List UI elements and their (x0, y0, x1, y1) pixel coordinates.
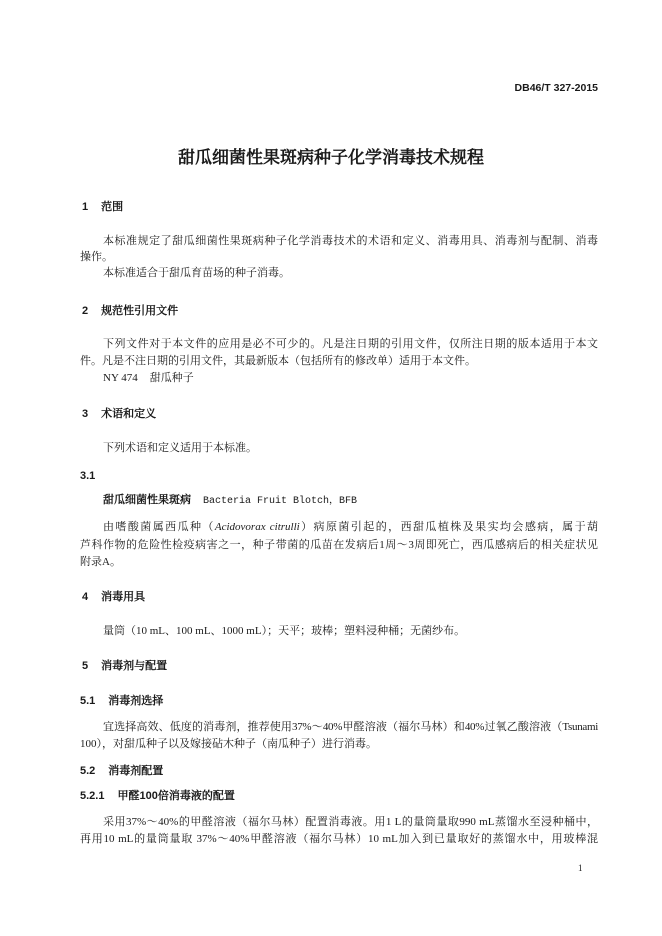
section-5-heading (80, 658, 598, 674)
scope-paragraph-1-line-1: 本标准规定了甜瓜细菌性果斑病种子化学消毒技术的术语和定义、消毒用具、消毒剂与配制、消毒 (103, 235, 598, 247)
document-code: DB46/T 327-2015 (514, 82, 598, 94)
section-title: 甲醛100倍消毒液的配置 (117, 790, 235, 802)
terms-intro-paragraph: 下列术语和定义适用于本标准。 (103, 442, 257, 454)
disinfectant-selection-line-1: 宜选择高效、低度的消毒剂，推荐使用37%～40%甲醛溶液（福尔马林）和40%过氧乙酸溶液（Tsunami (103, 721, 598, 733)
section-title: 消毒用具 (101, 591, 146, 603)
section-number: 5.1 (80, 695, 96, 707)
term-number (80, 468, 598, 484)
section-title: 消毒剂与配置 (101, 660, 168, 672)
tools-paragraph: 量筒（10 mL、100 mL、1000 mL）；天平；玻棒；塑料浸种桶；无菌纱布。 (103, 625, 466, 637)
section-number: 5.2.1 (80, 790, 105, 802)
section-5-1-heading (80, 693, 598, 709)
section-3-heading (80, 406, 598, 422)
term-name-english: Bacteria Fruit Blotch，BFB (203, 496, 358, 507)
term-name-chinese: 甜瓜细菌性果斑病 (103, 494, 191, 506)
section-number: 3 (82, 408, 89, 420)
section-title: 消毒剂配置 (108, 765, 164, 777)
section-title: 消毒剂选择 (108, 695, 164, 707)
document-title: 甜瓜细菌性果斑病种子化学消毒技术规程 (178, 148, 484, 167)
term-definition-line-3: 附录A。 (80, 556, 121, 568)
definition-text: ）病原菌引起的，西甜瓜植株及果实均会感病，属于葫 (299, 521, 599, 533)
formaldehyde-preparation-line-1: 采用37%～40%的甲醛溶液（福尔马林）配置消毒液。用1 L的量筒量取990 mL蒸馏水至浸种桶中， (103, 816, 598, 828)
section-4-heading (80, 589, 598, 605)
section-title: 规范性引用文件 (101, 305, 179, 317)
term-heading (80, 492, 598, 508)
section-title: 术语和定义 (101, 408, 157, 420)
disinfectant-selection-line-2: 100），对甜瓜种子以及嫁接砧木种子（南瓜种子）进行消毒。 (80, 738, 377, 750)
section-number: 2 (82, 305, 89, 317)
section-1-heading (80, 199, 598, 215)
reference-item (80, 370, 598, 386)
section-5-2-1-heading (80, 788, 598, 804)
references-paragraph-line-1: 下列文件对于本文件的应用是必不可少的。凡是注日期的引用文件，仅所注日期的版本适用于本文 (103, 338, 598, 350)
page-number: 1 (578, 863, 583, 873)
section-title: 范围 (101, 201, 124, 213)
term-definition-line-2: 芦科作物的危险性检疫病害之一，种子带菌的瓜苗在发病后1周～3周即死亡，西瓜感病后的相关症状见 (80, 539, 598, 551)
section-number: 1 (82, 201, 89, 213)
term-number-label: 3.1 (80, 470, 96, 482)
references-paragraph-line-2: 件。凡是不注日期的引用文件，其最新版本（包括所有的修改单）适用于本文件。 (80, 355, 476, 367)
section-number: 5.2 (80, 765, 96, 777)
section-number: 5 (82, 660, 89, 672)
scope-paragraph-1-line-2: 操作。 (80, 251, 113, 263)
section-5-2-heading (80, 763, 598, 779)
reference-code: NY 474 (103, 372, 138, 384)
reference-title: 甜瓜种子 (149, 372, 194, 384)
species-name: Acidovorax citrulli (214, 521, 300, 533)
definition-text: 由嗜酸菌属西瓜种（ (103, 521, 215, 533)
formaldehyde-preparation-line-2: 再用10 mL的量筒量取 37%～40%甲醛溶液（福尔马林）10 mL加入到已量取好的蒸馏水中，用玻棒混 (80, 833, 598, 845)
section-number: 4 (82, 591, 89, 603)
section-2-heading (80, 303, 598, 319)
term-definition-line-1 (80, 519, 598, 535)
scope-paragraph-2: 本标准适合于甜瓜育苗场的种子消毒。 (103, 267, 290, 279)
